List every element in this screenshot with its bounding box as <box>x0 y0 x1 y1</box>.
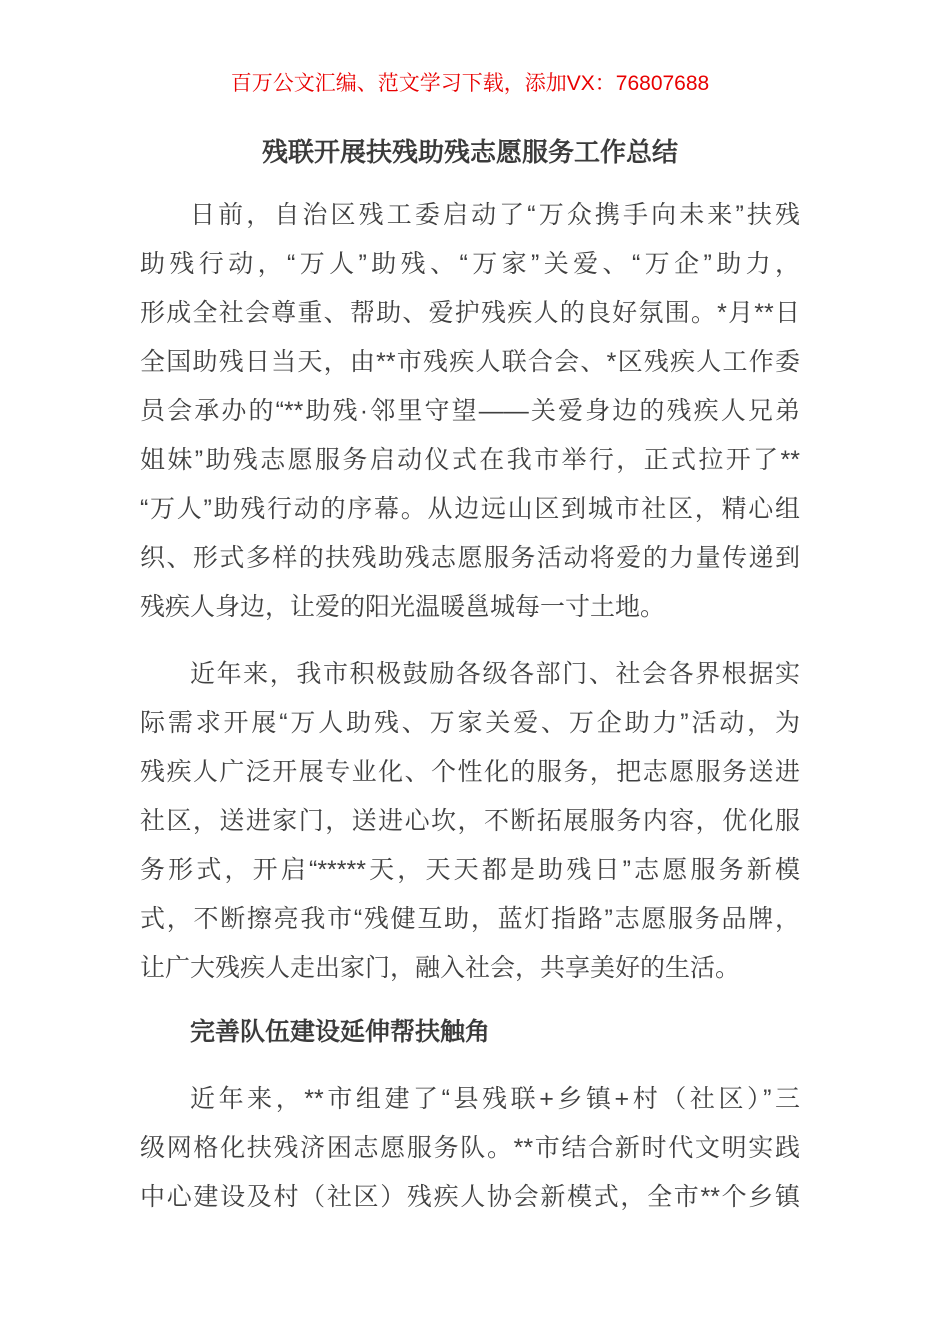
paragraph-line: 让广大残疾人走出家门，融入社会，共享美好的生活。 <box>140 954 741 982</box>
paragraph-line: “万人”助残行动的序幕。从边远山区到城市社区，精心组 <box>140 495 800 523</box>
paragraph-line: 近年来，**市组建了“县残联+乡镇+村（社区）”三 <box>190 1085 800 1113</box>
paragraph-line: 社区，送进家门，送进心坎，不断拓展服务内容，优化服 <box>140 807 800 835</box>
paragraph-line: 残疾人广泛开展专业化、个性化的服务，把志愿服务送进 <box>140 758 800 786</box>
paragraph-line: 织、形式多样的扶残助残志愿服务活动将爱的力量传递到 <box>140 544 800 572</box>
paragraph-1 <box>140 191 800 632</box>
section-heading: 完善队伍建设延伸帮扶触角 <box>190 1018 491 1046</box>
paragraph-line: 员会承办的“**助残·邻里守望——关爱身边的残疾人兄弟 <box>140 397 800 425</box>
page-title: 残联开展扶残助残志愿服务工作总结 <box>261 137 678 167</box>
paragraph-line: 近年来，我市积极鼓励各级各部门、社会各界根据实 <box>190 660 800 688</box>
paragraph-line: 形成全社会尊重、帮助、爱护残疾人的良好氛围。*月**日 <box>140 299 800 327</box>
paragraph-line: 姐妹”助残志愿服务启动仪式在我市举行，正式拉开了** <box>140 446 800 474</box>
paragraph-2 <box>140 650 800 993</box>
paragraph-line: 全国助残日当天，由**市残疾人联合会、*区残疾人工作委 <box>140 348 800 376</box>
paragraph-line: 式，不断擦亮我市“残健互助，蓝灯指路”志愿服务品牌， <box>140 905 800 933</box>
paragraph-line: 际需求开展“万人助残、万家关爱、万企助力”活动，为 <box>140 709 800 737</box>
watermark-header: 百万公文汇编、范文学习下载，添加VX：76807688 <box>230 72 710 95</box>
paragraph-line: 助残行动，“万人”助残、“万家”关爱、“万企”助力， <box>140 250 800 278</box>
paragraph-3 <box>140 1075 800 1222</box>
paragraph-line: 日前，自治区残工委启动了“万众携手向未来”扶残 <box>190 201 800 229</box>
paragraph-line: 残疾人身边，让爱的阳光温暖邕城每一寸土地。 <box>140 593 666 621</box>
paragraph-line: 级网格化扶残济困志愿服务队。**市结合新时代文明实践 <box>140 1134 800 1162</box>
paragraph-line: 务形式，开启“*****天，天天都是助残日”志愿服务新模 <box>140 856 800 884</box>
paragraph-line: 中心建设及村（社区）残疾人协会新模式，全市**个乡镇 <box>140 1183 800 1211</box>
